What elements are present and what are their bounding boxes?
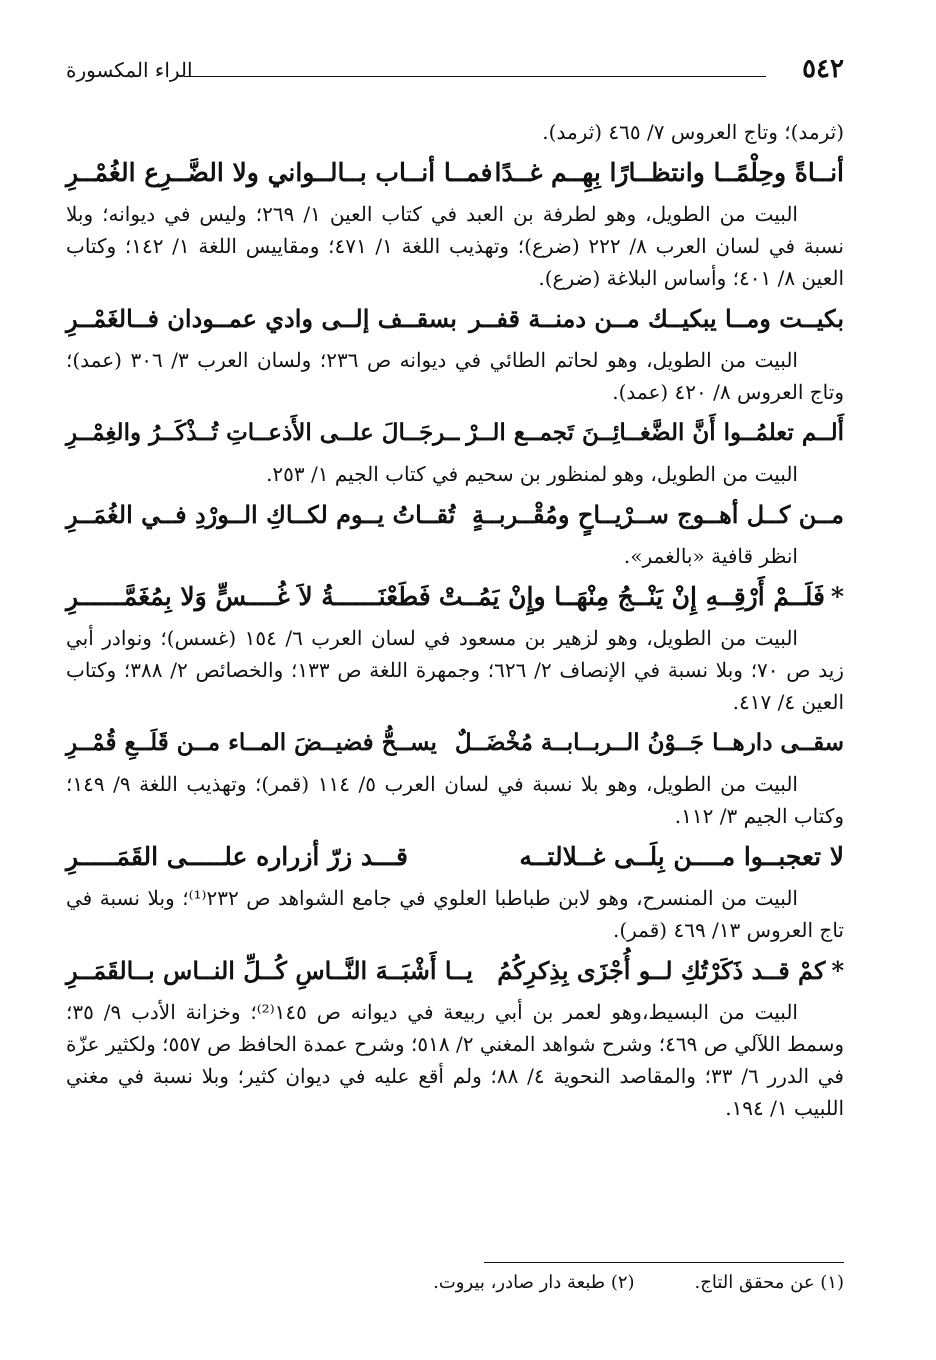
verse-second-hemistich: بسقــف إلــى وادي عمــودان فــالغَمْــرِ bbox=[66, 304, 457, 333]
verse-note: البيت من المنسرح، وهو لابن طباطبا العلوي في جامع الشواهد ص ٢٣٢⁽¹⁾؛ وبلا نسبة في تاج العروس ١٣/ ٤٦٩ (قمر). bbox=[66, 886, 844, 942]
verse-note: البيت من الطويل، وهو لحاتم الطائي في ديوانه ص ٢٣٦؛ ولسان العرب ٣/ ٣٠٦ (عمد)؛ وتاج العروس ٨/ ٤٢٠ (عمد). bbox=[66, 348, 844, 404]
asterisk-marker: * bbox=[830, 582, 844, 611]
verse-second-hemistich: فَطَعْنَــــــةُ لاَ غُــــسٍّ وَلا بِمُغَمَّــــــرِ bbox=[66, 582, 431, 611]
verse-second-hemistich: يــا أَشْبَــهَ النَّــاسِ كُــلِّ النــاس بــالقَمَــرِ bbox=[66, 956, 473, 985]
verse-first-hemistich-text: بكيــت ومــا يبكيــك مــن دمنــة قفــر bbox=[469, 304, 844, 333]
verse-note: البيت من الطويل، وهو لزهير بن مسعود في لسان العرب ٦/ ١٥٤ (غسس)؛ ونوادر أبي زيد ص ٧٠؛ وبلا نسبة في الإنصاف ٢/ ٦٢٦؛ وجمهرة اللغة ص ١٣٣؛ والخصائص ٢/ ٣٨٨؛ وكتاب العين ٤/ ٤١٧. bbox=[66, 626, 844, 714]
verse-first-hemistich bbox=[472, 490, 844, 540]
footnote-2: (٢) طبعة دار صادر، بيروت. bbox=[433, 1272, 635, 1293]
verse-first-hemistich-text: سقــى دارهــا جَــوْنُ الــربــابــة مُخْضَــلٌ bbox=[454, 729, 844, 756]
running-header bbox=[66, 54, 844, 94]
footnote-rule bbox=[484, 1262, 844, 1263]
footnote-1: (١) عن محقق التاج. bbox=[694, 1272, 844, 1293]
verse-first-hemistich-text: أَلــم تعلمُــوا أَنَّ الضَّغــائِــنَ تَجمــع الــرْ bbox=[466, 419, 844, 446]
verse-line bbox=[66, 718, 844, 768]
verse-line bbox=[66, 148, 844, 198]
verse-line bbox=[66, 572, 844, 622]
asterisk-marker: * bbox=[831, 956, 844, 985]
verse-line bbox=[66, 408, 844, 458]
verse-second-hemistich: قـــد زرّ أزراره علـــــى القَمَـــــرِ bbox=[66, 842, 408, 871]
verse-first-hemistich bbox=[519, 832, 844, 882]
verse-first-hemistich-text: فَلَــمْ أَرْقِــهِ إِنْ يَنْــجُ مِنْهَــا وإِنْ يَمُــتْ bbox=[438, 582, 825, 611]
verse-first-hemistich-text: كمْ قــد ذَكَرْتُكِ لــو أُجْزَى بِذِكرِكُمُ bbox=[497, 956, 826, 985]
verse-line bbox=[66, 490, 844, 540]
page-body bbox=[66, 116, 844, 1124]
header-rule bbox=[184, 76, 766, 77]
page-number: ٥٤٢ bbox=[802, 54, 844, 84]
verse-first-hemistich bbox=[466, 408, 844, 458]
verse-first-hemistich bbox=[497, 946, 844, 996]
verse-line bbox=[66, 946, 844, 996]
verse-second-hemistich: تُقــاتُ يــوم لكــاكِ الــورْدِ فــي الغُمَــرِ bbox=[66, 500, 456, 529]
verse-first-hemistich-text: لا تعجبــوا مــــن بِلَــى غــلالتــه bbox=[519, 842, 844, 871]
verse-first-hemistich-text: أنــاةً وحِلْمًــا وانتظــارًا بِهِــم غــدًا bbox=[494, 158, 844, 187]
verse-note: انظر قافية «بالغمر». bbox=[623, 544, 798, 568]
verse-first-hemistich-text: مــن كــل أهــوج ســرْيــاحٍ ومُقْــربــةٍ bbox=[471, 500, 844, 529]
verse-note: البيت من البسيط،وهو لعمر بن أبي ربيعة في ديوانه ص ١٤٥⁽²⁾؛ وخزانة الأدب ٩/ ٣٥؛ وسمط اللآلي ص ٤٦٩؛ وشرح شواهد المغني ٢/ ٥١٨؛ وشرح عمدة الحافظ ص ٥٥٧؛ ولكثير عزّة في الدرر ٦/ ٣٣؛ والمقاصد النحوية ٤/ ٨٨؛ ولم أقع عليه في ديوان كثير؛ وبلا نسبة في مغني اللبيب ١/ ١٩٤. bbox=[66, 1000, 845, 1120]
note-continuation: (ثرمد)؛ وتاج العروس ٧/ ٤٦٥ (ثرمد). bbox=[542, 120, 844, 144]
verse-note: البيت من الطويل، وهو لطرفة بن العبد في كتاب العين ١/ ٢٦٩؛ وليس في ديوانه؛ وبلا نسبة في لسان العرب ٨/ ٢٢٢ (ضرع)؛ وتهذيب اللغة ١/ ٤٧١؛ ومقاييس اللغة ١/ ١٤٢؛ وكتاب العين ٨/ ٤٠١؛ وأساس البلاغة (ضرع). bbox=[66, 202, 844, 290]
verse-first-hemistich bbox=[455, 718, 844, 768]
verse-first-hemistich bbox=[439, 572, 844, 622]
verse-second-hemistich: يســحُّ فضيــضَ المــاء مــن قَلَــعِ قُمْــرِ bbox=[66, 729, 437, 756]
verse-line bbox=[66, 832, 844, 882]
verse-line bbox=[66, 294, 844, 344]
verse-first-hemistich bbox=[469, 294, 844, 344]
verse-note: البيت من الطويل، وهو لمنظور بن سحيم في كتاب الجيم ١/ ٢٥٣. bbox=[266, 462, 798, 486]
footnotes bbox=[66, 1272, 844, 1293]
section-title: الراء المكسورة bbox=[66, 58, 193, 82]
verse-second-hemistich: فمــا أنــاب بــالــواني ولا الضَّــرِع الغُمْــرِ bbox=[66, 158, 493, 187]
verse-note: البيت من الطويل، وهو بلا نسبة في لسان العرب ٥/ ١١٤ (قمر)؛ وتهذيب اللغة ٩/ ١٤٩؛ وكتاب الجيم ٣/ ١١٢. bbox=[66, 772, 844, 828]
verse-second-hemistich: ــرجَــالَ علــى الأَذعــاتِ تُــذْكَــرُ والغِمْــرِ bbox=[66, 419, 460, 446]
verse-first-hemistich bbox=[495, 148, 844, 198]
